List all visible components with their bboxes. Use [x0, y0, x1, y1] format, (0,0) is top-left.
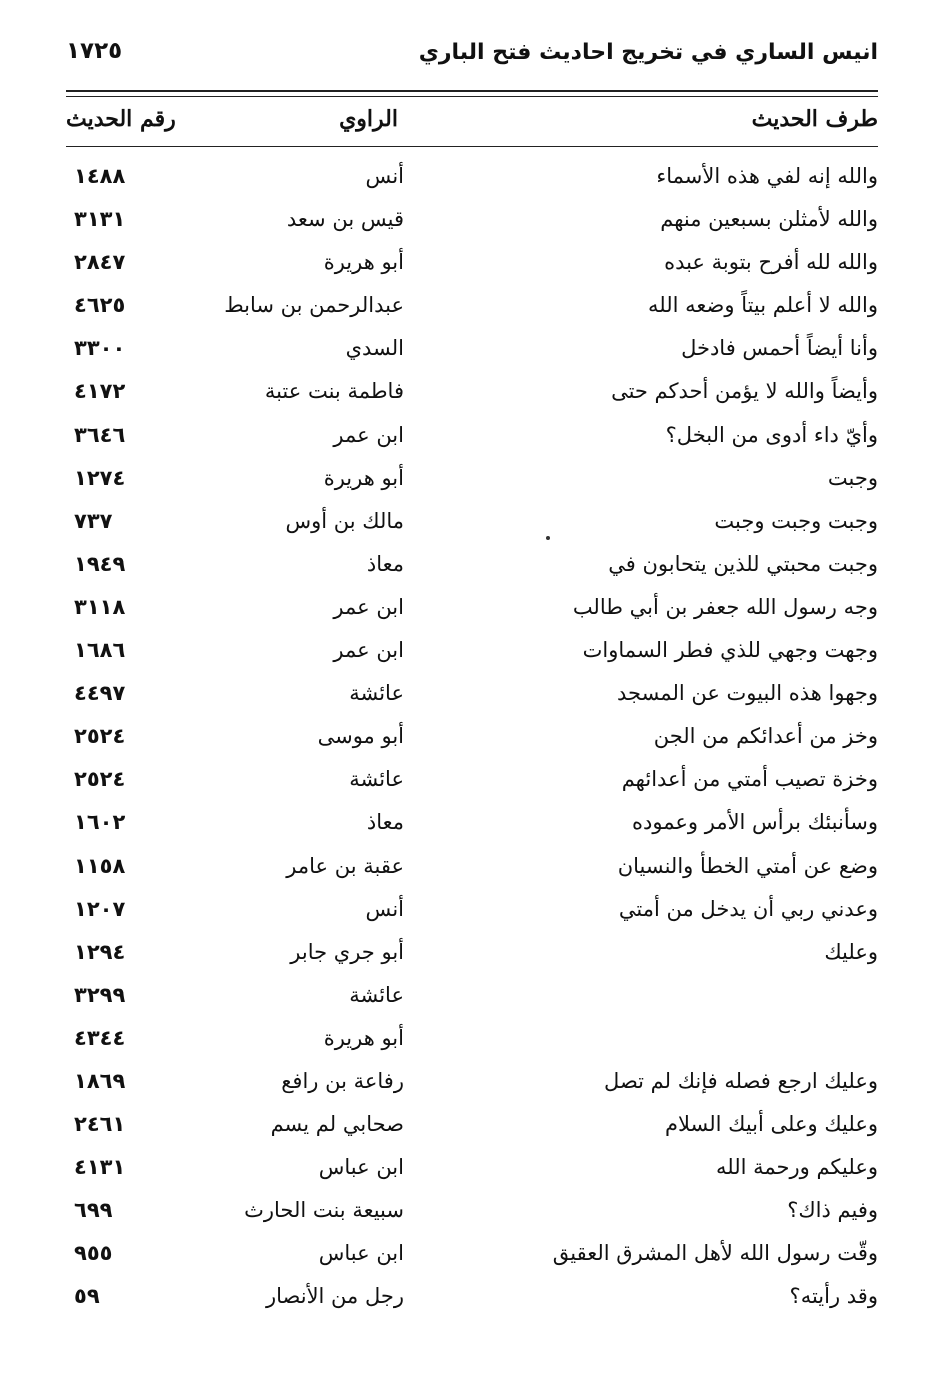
index-table — [66, 160, 878, 1324]
hadith-number: ١٤٨٨ — [74, 164, 126, 188]
hadith-number: ٦٩٩ — [74, 1198, 113, 1223]
hadith-opening: وقّت رسول الله لأهل المشرق العقيق — [552, 1241, 878, 1266]
narrator: أنس — [365, 164, 404, 188]
hadith-number: ١٩٤٩ — [74, 551, 126, 576]
hadith-opening: والله لأمثلن بسبعين منهم — [660, 207, 878, 232]
hadith-number: ١٢٩٤ — [74, 939, 126, 964]
hadith-number: ٣٣٠٠ — [74, 336, 126, 361]
narrator: معاذ — [366, 810, 404, 835]
narrator: رفاعة بن رافع — [281, 1068, 404, 1093]
table-row — [66, 1237, 878, 1280]
hadith-opening: وجبت وجبت وجبت — [714, 508, 878, 533]
table-row — [66, 893, 878, 936]
narrator: أبو هريرة — [323, 465, 404, 490]
hadith-number: ١١٥٨ — [74, 853, 126, 878]
narrator: صحابي لم يسم — [270, 1112, 404, 1137]
table-row — [66, 1280, 878, 1323]
table-row — [66, 979, 878, 1022]
narrator: عائشة — [349, 681, 404, 706]
table-row — [66, 160, 878, 203]
narrator: فاطمة بنت عتبة — [264, 379, 404, 404]
narrator: ابن عمر — [333, 638, 404, 663]
column-header-hadith: طرف الحديث — [751, 106, 878, 132]
hadith-number: ٤١٣١ — [74, 1155, 126, 1180]
hadith-opening: وفيم ذاك؟ — [787, 1198, 878, 1223]
narrator: عائشة — [349, 767, 404, 792]
table-row — [66, 505, 878, 548]
hadith-number: ٢٨٤٧ — [74, 250, 126, 275]
narrator: أنس — [365, 896, 404, 921]
hadith-number: ٣٢٩٩ — [74, 982, 126, 1007]
hadith-number: ١٢٠٧ — [74, 896, 126, 921]
narrator: السدي — [345, 336, 404, 361]
hadith-number: ٣١١٨ — [74, 594, 126, 619]
hadith-opening: وجبت محبتي للذين يتحابون في — [608, 551, 878, 576]
hadith-number: ١٦٨٦ — [74, 638, 126, 663]
hadith-number: ٤٤٩٧ — [74, 681, 126, 706]
narrator: عبدالرحمن بن سابط — [224, 293, 404, 318]
hadith-opening: وخز من أعدائكم من الجن — [653, 724, 878, 749]
table-row — [66, 806, 878, 849]
hadith-number: ٤١٧٢ — [74, 379, 126, 404]
hadith-opening: وأيضاً والله لا يؤمن أحدكم حتى — [611, 379, 878, 404]
hadith-opening: وعليك ارجع فصله فإنك لم تصل — [604, 1068, 878, 1093]
hadith-opening: وضع عن أمتي الخطأ والنسيان — [617, 853, 878, 878]
hadith-number: ٢٤٦١ — [74, 1112, 126, 1137]
table-row — [66, 1108, 878, 1151]
column-header-rawi: الراوي — [339, 106, 398, 132]
narrator: قيس بن سعد — [286, 207, 404, 232]
table-row — [66, 203, 878, 246]
hadith-opening: وعليك وعلى أبيك السلام — [664, 1112, 878, 1137]
narrator: أبو هريرة — [323, 1025, 404, 1050]
table-row — [66, 332, 878, 375]
hadith-number: ٤٣٤٤ — [74, 1025, 126, 1050]
table-row — [66, 1065, 878, 1108]
column-header-rule — [66, 146, 878, 147]
table-row — [66, 289, 878, 332]
narrator: ابن عمر — [333, 422, 404, 447]
page-number: ١٧٢٥ — [66, 38, 123, 64]
hadith-opening: وأيّ داء أدوى من البخل؟ — [665, 422, 878, 447]
hadith-number: ٣٦٤٦ — [74, 422, 126, 447]
hadith-number: ١٢٧٤ — [74, 465, 126, 490]
narrator: ابن عباس — [318, 1241, 404, 1266]
hadith-opening: والله لله أفرح بتوبة عبده — [664, 250, 878, 275]
table-row — [66, 246, 878, 289]
hadith-number: ٢٥٢٤ — [74, 724, 126, 749]
hadith-opening: وعدني ربي أن يدخل من أمتي — [618, 896, 878, 921]
table-row — [66, 634, 878, 677]
hadith-opening: والله لا أعلم بيتاً وضعه الله — [648, 293, 878, 318]
table-row — [66, 763, 878, 806]
hadith-opening: وعليكم ورحمة الله — [716, 1155, 878, 1180]
table-row — [66, 850, 878, 893]
hadith-opening: وجهوا هذه البيوت عن المسجد — [616, 681, 878, 706]
narrator: ابن عمر — [333, 594, 404, 619]
hadith-number: ٩٥٥ — [74, 1241, 113, 1266]
hadith-opening: وجهت وجهي للذي فطر السماوات — [582, 638, 878, 663]
table-row — [66, 419, 878, 462]
hadith-number: ٥٩ — [74, 1284, 100, 1309]
hadith-number: ٣١٣١ — [74, 207, 126, 232]
book-title: انيس الساري في تخريج احاديث فتح الباري — [418, 40, 878, 65]
hadith-opening: والله إنه لفي هذه الأسماء — [656, 164, 878, 188]
table-row — [66, 375, 878, 418]
narrator: أبو هريرة — [323, 250, 404, 275]
hadith-opening: وخزة تصيب أمتي من أعدائهم — [621, 767, 878, 792]
hadith-opening: وسأنبئك برأس الأمر وعموده — [632, 810, 878, 835]
hadith-number: ٧٣٧ — [74, 508, 113, 533]
table-row — [66, 591, 878, 634]
narrator: معاذ — [366, 551, 404, 576]
hadith-opening: وقد رأيته؟ — [789, 1284, 878, 1309]
hadith-opening: وجه رسول الله جعفر بن أبي طالب — [572, 594, 878, 619]
table-row — [66, 677, 878, 720]
hadith-opening: وجبت — [827, 465, 878, 490]
hadith-opening: وأنا أيضاً أحمس فادخل — [681, 336, 878, 361]
table-row — [66, 720, 878, 763]
narrator: ابن عباس — [318, 1155, 404, 1180]
narrator: مالك بن أوس — [285, 508, 404, 533]
running-head — [66, 36, 878, 76]
table-row — [66, 1151, 878, 1194]
narrator: عقبة بن عامر — [286, 853, 404, 878]
column-headers — [66, 106, 878, 140]
hadith-number: ٢٥٢٤ — [74, 767, 126, 792]
hadith-number: ١٨٦٩ — [74, 1068, 126, 1093]
table-row — [66, 462, 878, 505]
table-row — [66, 548, 878, 591]
hadith-number: ٤٦٢٥ — [74, 293, 126, 318]
table-row — [66, 1022, 878, 1065]
table-row — [66, 936, 878, 979]
narrator: أبو جري جابر — [290, 939, 404, 964]
narrator: أبو موسى — [317, 724, 404, 749]
narrator: رجل من الأنصار — [265, 1284, 404, 1309]
stray-mark — [546, 536, 550, 540]
table-row — [66, 1194, 878, 1237]
narrator: عائشة — [349, 982, 404, 1007]
narrator: سبيعة بنت الحارث — [244, 1198, 404, 1223]
hadith-number: ١٦٠٢ — [74, 810, 126, 835]
column-header-number: رقم الحديث — [66, 106, 176, 132]
header-double-rule — [66, 90, 878, 97]
hadith-opening: وعليك — [824, 939, 878, 964]
